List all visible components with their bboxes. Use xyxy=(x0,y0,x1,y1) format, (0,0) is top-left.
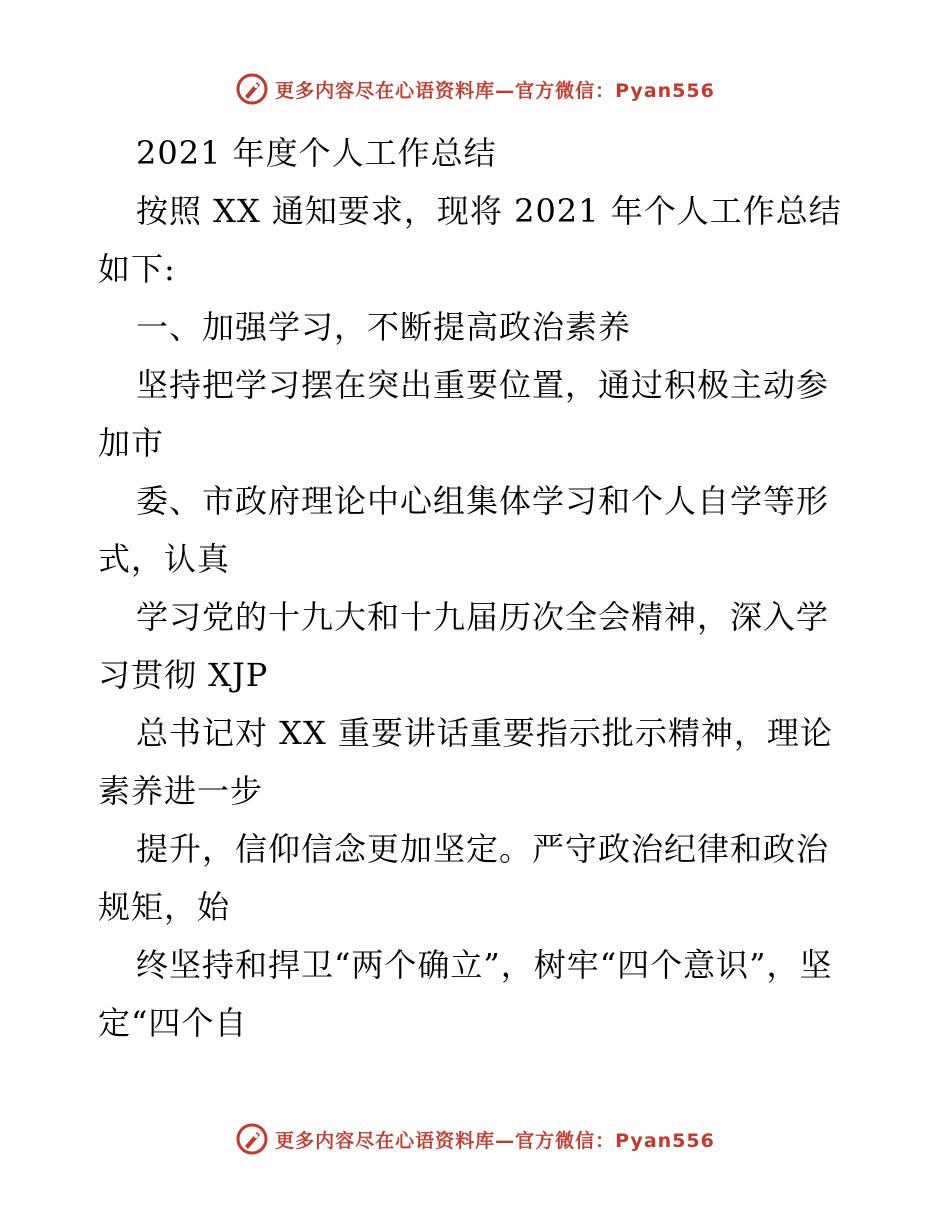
paragraph: 学习党的十九大和十九届历次全会精神，深入学习贯彻 XJP xyxy=(98,598,830,694)
watermark-text: 更多内容尽在心语资料库—官方微信：Pyan556 xyxy=(275,79,715,102)
paragraph: 按照 XX 通知要求，现将 2021 年个人工作总结如下: xyxy=(98,192,842,288)
header-watermark xyxy=(0,72,950,106)
pen-nib-seal-icon xyxy=(235,72,269,106)
paragraph: 提升，信仰信念更加坚定。严守政治纪律和政治规矩，始 xyxy=(98,830,830,926)
paragraph: 终坚持和捍卫“两个确立”，树牢“四个意识”，坚定“四个自 xyxy=(98,946,833,1042)
document-body xyxy=(98,124,858,1052)
paragraph: 委、市政府理论中心组集体学习和个人自学等形式，认真 xyxy=(98,482,830,578)
paragraph: 坚持把学习摆在突出重要位置，通过积极主动参加市 xyxy=(98,366,830,462)
pen-nib-seal-icon xyxy=(235,1122,269,1156)
watermark-text: 更多内容尽在心语资料库—官方微信：Pyan556 xyxy=(275,1129,715,1152)
footer-watermark xyxy=(0,1122,950,1156)
document-title: 2021 年度个人工作总结 xyxy=(136,134,497,172)
section-heading: 一、加强学习，不断提高政治素养 xyxy=(136,308,632,346)
paragraph: 总书记对 XX 重要讲话重要指示批示精神，理论素养进一步 xyxy=(98,714,833,810)
